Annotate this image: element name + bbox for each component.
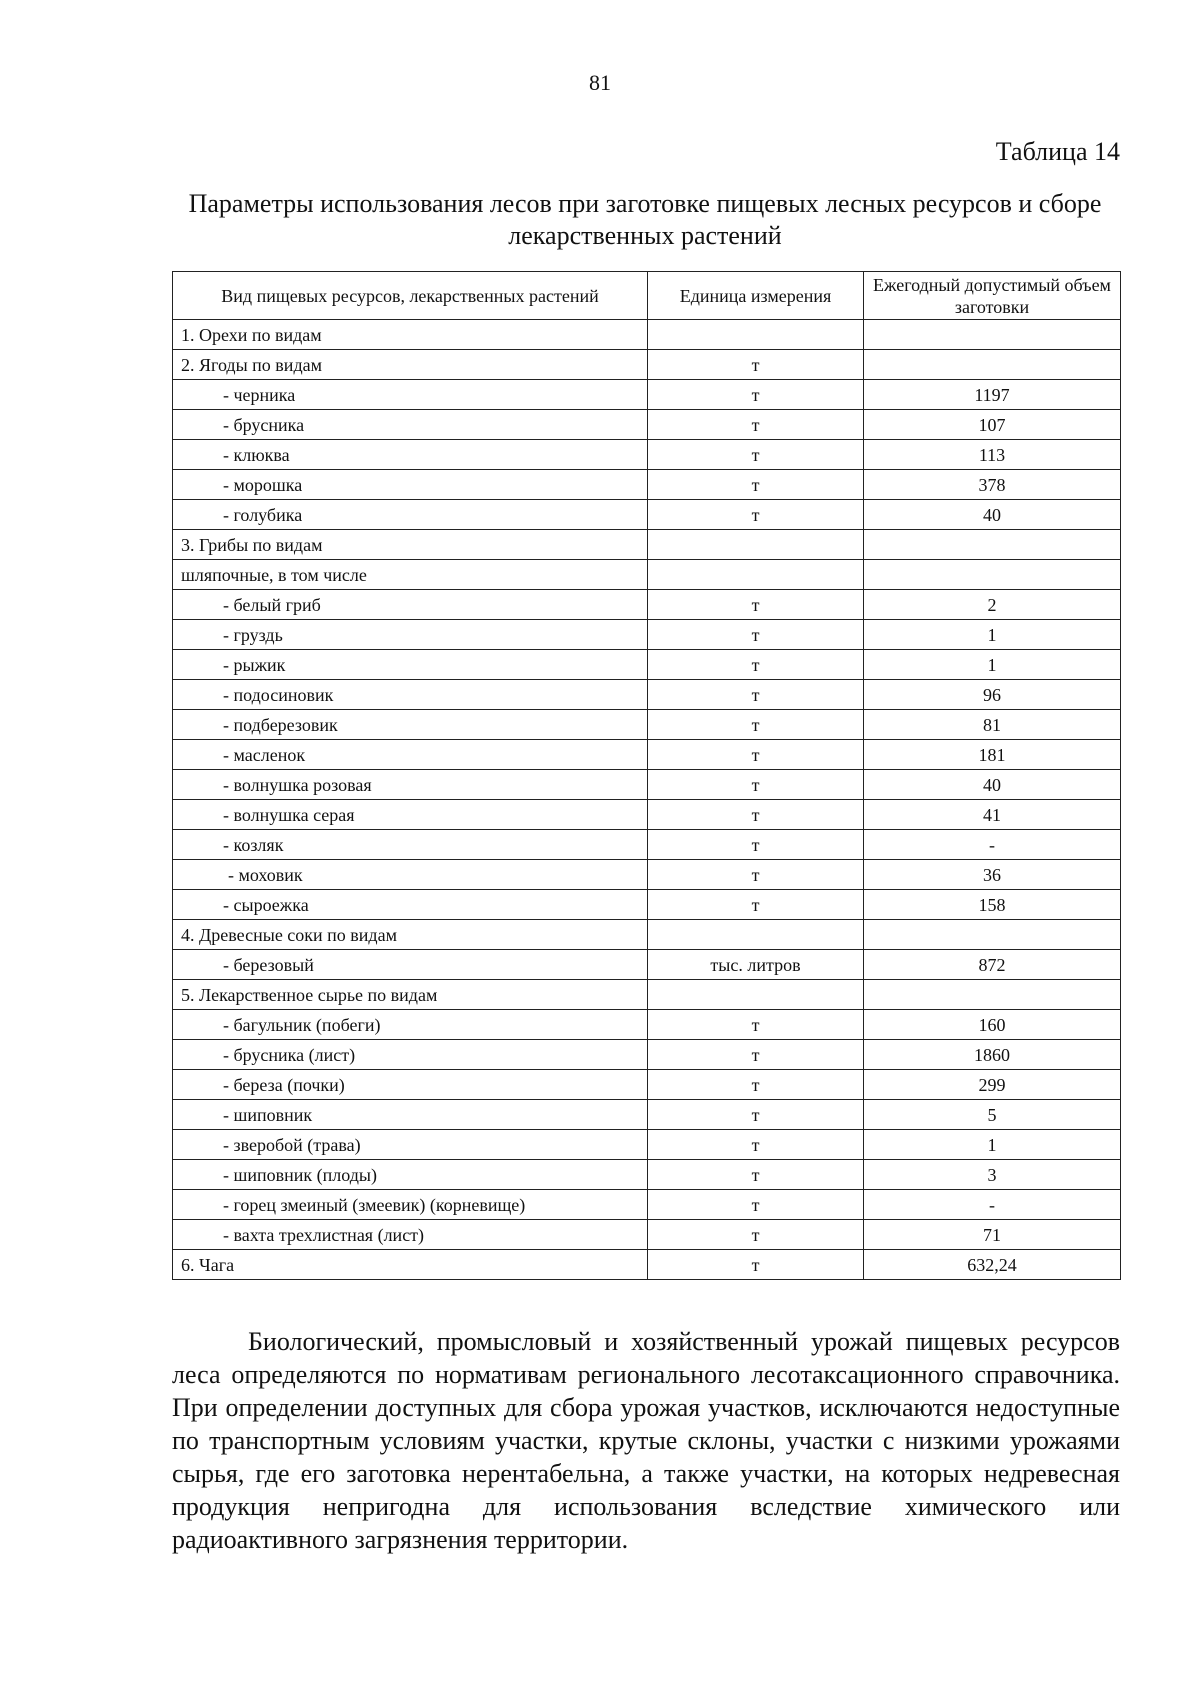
table-row [173, 860, 1121, 890]
row-name: - черника [173, 380, 648, 410]
row-unit: т [648, 860, 864, 890]
row-name: 3. Грибы по видам [173, 530, 648, 560]
row-value: 1860 [864, 1040, 1121, 1070]
row-unit: т [648, 680, 864, 710]
row-unit: т [648, 1100, 864, 1130]
row-name: - зверобой (трава) [173, 1130, 648, 1160]
row-value: 1 [864, 650, 1121, 680]
table-row [173, 1070, 1121, 1100]
row-value: 96 [864, 680, 1121, 710]
row-unit: т [648, 1130, 864, 1160]
row-value: 1197 [864, 380, 1121, 410]
row-name: - голубика [173, 500, 648, 530]
row-unit [648, 560, 864, 590]
row-unit: т [648, 1040, 864, 1070]
row-value: 2 [864, 590, 1121, 620]
row-unit: т [648, 1190, 864, 1220]
row-unit: т [648, 1250, 864, 1280]
row-name: - сыроежка [173, 890, 648, 920]
table-row [173, 560, 1121, 590]
row-name: - клюква [173, 440, 648, 470]
table-title: Параметры использования лесов при заготовке пищевых лесных ресурсов и сборе лекарственных растений [188, 189, 1102, 250]
row-name: - белый гриб [173, 590, 648, 620]
table-row [173, 620, 1121, 650]
table-row [173, 1190, 1121, 1220]
row-unit: т [648, 350, 864, 380]
row-value: 107 [864, 410, 1121, 440]
row-value: 40 [864, 500, 1121, 530]
table-row [173, 590, 1121, 620]
row-unit: т [648, 740, 864, 770]
table-row [173, 1130, 1121, 1160]
row-name: 6. Чага [173, 1250, 648, 1280]
table-row [173, 800, 1121, 830]
row-value: 3 [864, 1160, 1121, 1190]
row-name: - шиповник [173, 1100, 648, 1130]
row-name: - брусника (лист) [173, 1040, 648, 1070]
row-value: 378 [864, 470, 1121, 500]
row-unit: т [648, 710, 864, 740]
row-unit: т [648, 620, 864, 650]
row-unit: т [648, 1160, 864, 1190]
table-row [173, 410, 1121, 440]
row-unit: т [648, 410, 864, 440]
row-value [864, 920, 1121, 950]
row-name: - березовый [173, 950, 648, 980]
row-name: 4. Древесные соки по видам [173, 920, 648, 950]
row-unit: т [648, 770, 864, 800]
row-value: 1 [864, 620, 1121, 650]
row-name: - брусника [173, 410, 648, 440]
row-value: 41 [864, 800, 1121, 830]
row-value: - [864, 830, 1121, 860]
row-unit [648, 920, 864, 950]
row-name: 1. Орехи по видам [173, 320, 648, 350]
row-name: - масленок [173, 740, 648, 770]
row-unit: т [648, 470, 864, 500]
row-value: 36 [864, 860, 1121, 890]
body-paragraph: Биологический, промысловый и хозяйственный урожай пищевых ресурсов леса определяются по нормативам регионального лесотаксационного справочника. При определении доступных для сбора урожая участков, исключаются недоступные по транспортным условиям участки, крутые склоны, участки с низкими урожаями сырья, где его заготовка нерентабельна, а также участки, на которых недревесная продукция непригодна для использования вследствие химического или радиоактивного загрязнения территории. [172, 1327, 1120, 1554]
table-row [173, 740, 1121, 770]
table-row [173, 920, 1121, 950]
row-unit [648, 320, 864, 350]
row-name: - волнушка розовая [173, 770, 648, 800]
header-resource-type: Вид пищевых ресурсов, лекарственных растений [173, 272, 648, 320]
table-row [173, 890, 1121, 920]
row-unit [648, 980, 864, 1010]
row-unit: т [648, 500, 864, 530]
table-row [173, 440, 1121, 470]
table-row [173, 830, 1121, 860]
table-row [173, 1220, 1121, 1250]
row-name: - морошка [173, 470, 648, 500]
table-header-row [173, 272, 1121, 320]
table-row [173, 650, 1121, 680]
table-row [173, 1160, 1121, 1190]
table-row [173, 530, 1121, 560]
table-row [173, 470, 1121, 500]
row-unit: т [648, 890, 864, 920]
row-value: 872 [864, 950, 1121, 980]
row-unit: т [648, 800, 864, 830]
row-value: 71 [864, 1220, 1121, 1250]
table-row [173, 710, 1121, 740]
row-name: - волнушка серая [173, 800, 648, 830]
row-unit: т [648, 440, 864, 470]
row-value: 81 [864, 710, 1121, 740]
table-row [173, 320, 1121, 350]
page-number: 81 [589, 70, 611, 95]
row-value: 5 [864, 1100, 1121, 1130]
row-name: - подосиновик [173, 680, 648, 710]
header-unit: Единица измерения [648, 272, 864, 320]
table-row [173, 380, 1121, 410]
row-value: 181 [864, 740, 1121, 770]
row-name: 2. Ягоды по видам [173, 350, 648, 380]
row-unit: т [648, 590, 864, 620]
header-annual-volume: Ежегодный допустимый объем заготовки [864, 272, 1121, 320]
table-row [173, 1250, 1121, 1280]
row-unit [648, 530, 864, 560]
table-row [173, 1100, 1121, 1130]
table-row [173, 1040, 1121, 1070]
row-value: - [864, 1190, 1121, 1220]
row-value: 1 [864, 1130, 1121, 1160]
table-body [173, 320, 1121, 1280]
row-name: - вахта трехлистная (лист) [173, 1220, 648, 1250]
row-value: 113 [864, 440, 1121, 470]
row-value: 158 [864, 890, 1121, 920]
table-row [173, 1010, 1121, 1040]
row-value [864, 530, 1121, 560]
row-value: 299 [864, 1070, 1121, 1100]
row-value: 160 [864, 1010, 1121, 1040]
row-value [864, 980, 1121, 1010]
table-label: Таблица 14 [995, 137, 1120, 166]
row-name: - груздь [173, 620, 648, 650]
row-value: 40 [864, 770, 1121, 800]
row-value [864, 320, 1121, 350]
row-name: - моховик [173, 860, 648, 890]
row-name: - багульник (побеги) [173, 1010, 648, 1040]
row-name: шляпочные, в том числе [173, 560, 648, 590]
table-row [173, 500, 1121, 530]
row-name: - рыжик [173, 650, 648, 680]
resources-table [172, 271, 1121, 1280]
table-row [173, 680, 1121, 710]
row-unit: т [648, 1070, 864, 1100]
row-value: 632,24 [864, 1250, 1121, 1280]
table-row [173, 350, 1121, 380]
row-value [864, 350, 1121, 380]
row-name: - береза (почки) [173, 1070, 648, 1100]
table-row [173, 980, 1121, 1010]
table-row [173, 950, 1121, 980]
row-name: 5. Лекарственное сырье по видам [173, 980, 648, 1010]
row-name: - горец змеиный (змеевик) (корневище) [173, 1190, 648, 1220]
row-unit: т [648, 650, 864, 680]
table-row [173, 770, 1121, 800]
row-value [864, 560, 1121, 590]
row-name: - козляк [173, 830, 648, 860]
row-unit: тыс. литров [648, 950, 864, 980]
row-unit: т [648, 1220, 864, 1250]
row-unit: т [648, 380, 864, 410]
row-unit: т [648, 830, 864, 860]
row-name: - шиповник (плоды) [173, 1160, 648, 1190]
row-unit: т [648, 1010, 864, 1040]
row-name: - подберезовик [173, 710, 648, 740]
